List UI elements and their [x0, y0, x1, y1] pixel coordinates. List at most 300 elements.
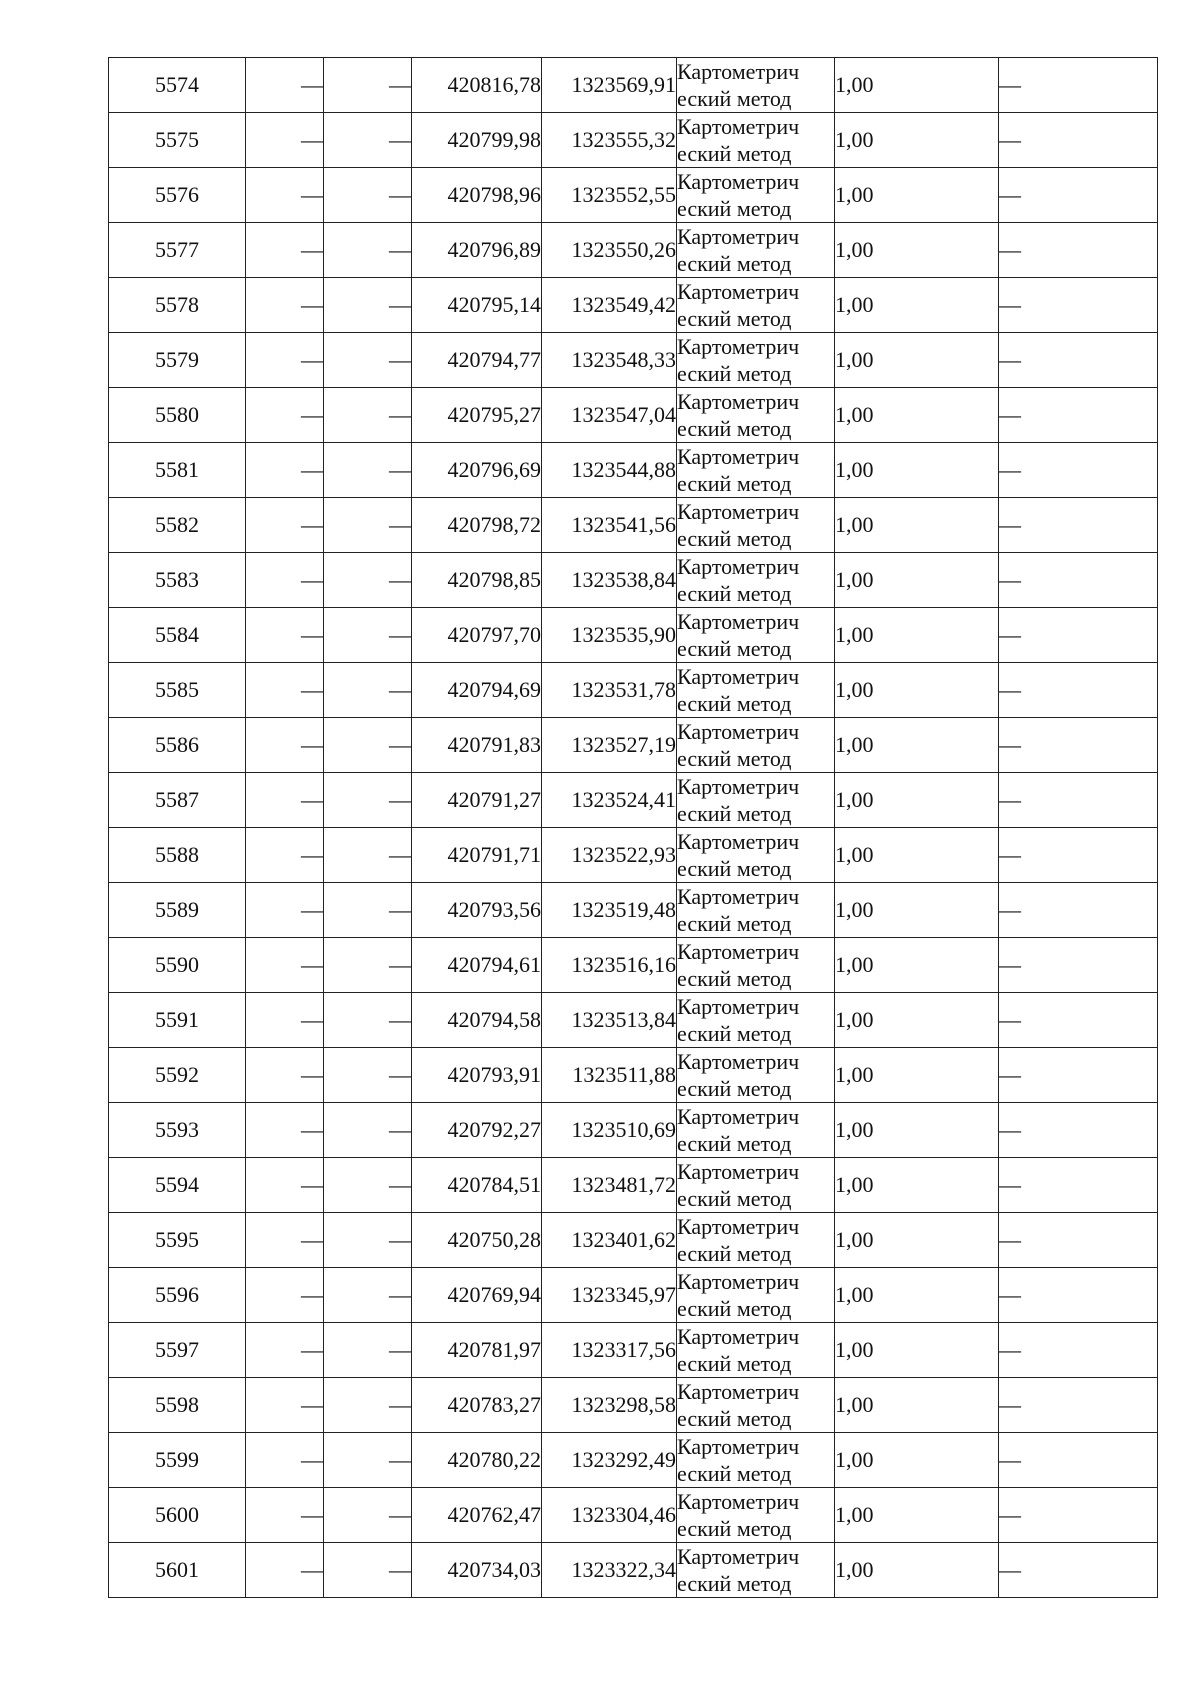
table-row: [109, 1543, 1158, 1598]
accuracy-cell-text: 1,00: [835, 347, 874, 372]
method-text-line-1: Картометрич: [677, 884, 800, 909]
method-text-line-2: еский метод: [677, 1021, 792, 1046]
y-coordinate-cell: [542, 1378, 677, 1433]
dash-cell: [999, 1158, 1158, 1213]
dash-cell-text: —: [301, 1172, 323, 1197]
method-text-line-2: еский метод: [677, 746, 792, 771]
dash-cell-text: —: [301, 1007, 323, 1032]
method-text-line-1: Картометрич: [677, 1324, 800, 1349]
y-coordinate-cell: [542, 1213, 677, 1268]
x-coordinate-cell-text: 420783,27: [447, 1392, 541, 1417]
table-body: [109, 58, 1158, 1598]
dash-cell: [324, 1268, 412, 1323]
dash-cell: [324, 498, 412, 553]
y-coordinate-cell: [542, 1048, 677, 1103]
dash-cell-text: —: [389, 732, 411, 757]
y-coordinate-cell-text: 1323304,46: [571, 1502, 676, 1527]
method-text-line-2: еский метод: [677, 691, 792, 716]
point-number-cell-text: 5594: [155, 1172, 199, 1197]
dash-cell-text: —: [389, 1557, 411, 1582]
x-coordinate-cell-text: 420769,94: [447, 1282, 541, 1307]
table-row: [109, 663, 1158, 718]
y-coordinate-cell: [542, 388, 677, 443]
accuracy-cell: [835, 718, 999, 773]
table-row: [109, 443, 1158, 498]
method-cell: [677, 1213, 835, 1268]
dash-cell-text: —: [389, 1282, 411, 1307]
accuracy-cell-text: 1,00: [835, 677, 874, 702]
dash-cell-text: —: [389, 622, 411, 647]
method-cell: [677, 1323, 835, 1378]
method-text-line-2: еский метод: [677, 196, 792, 221]
dash-cell-text: —: [301, 512, 323, 537]
dash-cell: [246, 388, 324, 443]
dash-cell-text: —: [389, 952, 411, 977]
x-coordinate-cell-text: 420795,14: [447, 292, 541, 317]
method-cell: [677, 883, 835, 938]
method-text-line-1: Картометрич: [677, 1104, 800, 1129]
dash-cell-text: —: [389, 292, 411, 317]
dash-cell: [246, 1433, 324, 1488]
point-number-cell-text: 5581: [155, 457, 199, 482]
dash-cell: [246, 58, 324, 113]
method-cell: [677, 553, 835, 608]
x-coordinate-cell-text: 420798,72: [447, 512, 541, 537]
method-cell: [677, 773, 835, 828]
point-number-cell-text: 5598: [155, 1392, 199, 1417]
dash-cell-text: —: [999, 1172, 1021, 1197]
dash-cell-text: —: [999, 1557, 1021, 1582]
method-text-line-1: Картометрич: [677, 499, 800, 524]
method-text-line-2: еский метод: [677, 1186, 792, 1211]
dash-cell-text: —: [301, 402, 323, 427]
y-coordinate-cell: [542, 1543, 677, 1598]
x-coordinate-cell-text: 420799,98: [447, 127, 541, 152]
dash-cell: [324, 993, 412, 1048]
method-cell: [677, 498, 835, 553]
dash-cell: [999, 223, 1158, 278]
dash-cell-text: —: [389, 1007, 411, 1032]
dash-cell: [324, 333, 412, 388]
method-text-line-2: еский метод: [677, 1461, 792, 1486]
point-number-cell: [109, 1268, 246, 1323]
table-row: [109, 718, 1158, 773]
dash-cell-text: —: [999, 1227, 1021, 1252]
dash-cell-text: —: [301, 347, 323, 372]
method-text-line-2: еский метод: [677, 1351, 792, 1376]
x-coordinate-cell-text: 420791,27: [447, 787, 541, 812]
point-number-cell-text: 5589: [155, 897, 199, 922]
accuracy-cell: [835, 223, 999, 278]
y-coordinate-cell: [542, 333, 677, 388]
dash-cell-text: —: [389, 72, 411, 97]
dash-cell-text: —: [999, 622, 1021, 647]
x-coordinate-cell: [412, 223, 542, 278]
dash-cell: [324, 938, 412, 993]
dash-cell: [324, 388, 412, 443]
dash-cell: [246, 1048, 324, 1103]
document-page: [108, 57, 1157, 1598]
method-cell: [677, 663, 835, 718]
dash-cell: [324, 1048, 412, 1103]
point-number-cell-text: 5588: [155, 842, 199, 867]
dash-cell: [999, 883, 1158, 938]
y-coordinate-cell: [542, 1488, 677, 1543]
coordinates-table: [108, 57, 1158, 1598]
y-coordinate-cell-text: 1323549,42: [571, 292, 676, 317]
dash-cell: [324, 1543, 412, 1598]
table-row: [109, 1433, 1158, 1488]
method-cell: [677, 1268, 835, 1323]
dash-cell-text: —: [301, 72, 323, 97]
y-coordinate-cell-text: 1323524,41: [571, 787, 676, 812]
accuracy-cell-text: 1,00: [835, 292, 874, 317]
accuracy-cell: [835, 1103, 999, 1158]
x-coordinate-cell: [412, 993, 542, 1048]
method-text-line-2: еский метод: [677, 581, 792, 606]
dash-cell-text: —: [999, 72, 1021, 97]
dash-cell: [246, 1543, 324, 1598]
x-coordinate-cell: [412, 718, 542, 773]
dash-cell: [246, 938, 324, 993]
x-coordinate-cell: [412, 113, 542, 168]
method-text-line-2: еский метод: [677, 1296, 792, 1321]
x-coordinate-cell: [412, 608, 542, 663]
accuracy-cell: [835, 333, 999, 388]
method-text-line-2: еский метод: [677, 856, 792, 881]
y-coordinate-cell-text: 1323552,55: [571, 182, 676, 207]
x-coordinate-cell-text: 420794,58: [447, 1007, 541, 1032]
accuracy-cell-text: 1,00: [835, 1172, 874, 1197]
dash-cell: [999, 608, 1158, 663]
dash-cell: [246, 1268, 324, 1323]
y-coordinate-cell-text: 1323511,88: [572, 1062, 676, 1087]
accuracy-cell-text: 1,00: [835, 732, 874, 757]
dash-cell: [246, 1323, 324, 1378]
y-coordinate-cell: [542, 938, 677, 993]
dash-cell-text: —: [301, 292, 323, 317]
point-number-cell: [109, 553, 246, 608]
dash-cell: [999, 828, 1158, 883]
dash-cell-text: —: [301, 952, 323, 977]
point-number-cell: [109, 663, 246, 718]
dash-cell-text: —: [301, 732, 323, 757]
y-coordinate-cell: [542, 828, 677, 883]
method-text-line-1: Картометрич: [677, 1544, 800, 1569]
point-number-cell-text: 5575: [155, 127, 199, 152]
dash-cell: [324, 443, 412, 498]
dash-cell: [999, 993, 1158, 1048]
method-text-line-1: Картометрич: [677, 114, 800, 139]
dash-cell: [324, 553, 412, 608]
dash-cell-text: —: [301, 1557, 323, 1582]
method-cell: [677, 333, 835, 388]
point-number-cell-text: 5580: [155, 402, 199, 427]
dash-cell: [324, 1103, 412, 1158]
x-coordinate-cell: [412, 58, 542, 113]
table-row: [109, 58, 1158, 113]
table-row: [109, 1158, 1158, 1213]
x-coordinate-cell-text: 420791,71: [447, 842, 541, 867]
dash-cell-text: —: [301, 1447, 323, 1472]
y-coordinate-cell-text: 1323516,16: [571, 952, 676, 977]
dash-cell-text: —: [389, 1447, 411, 1472]
point-number-cell: [109, 388, 246, 443]
dash-cell-text: —: [389, 1337, 411, 1362]
x-coordinate-cell: [412, 498, 542, 553]
point-number-cell: [109, 608, 246, 663]
dash-cell: [324, 718, 412, 773]
x-coordinate-cell-text: 420793,56: [447, 897, 541, 922]
dash-cell-text: —: [301, 1282, 323, 1307]
point-number-cell: [109, 883, 246, 938]
accuracy-cell-text: 1,00: [835, 457, 874, 482]
point-number-cell: [109, 1213, 246, 1268]
dash-cell-text: —: [301, 1062, 323, 1087]
dash-cell-text: —: [999, 842, 1021, 867]
point-number-cell-text: 5593: [155, 1117, 199, 1142]
method-text-line-1: Картометрич: [677, 774, 800, 799]
dash-cell-text: —: [389, 787, 411, 812]
point-number-cell: [109, 993, 246, 1048]
method-text-line-1: Картометрич: [677, 939, 800, 964]
method-cell: [677, 278, 835, 333]
dash-cell: [324, 1213, 412, 1268]
point-number-cell: [109, 333, 246, 388]
point-number-cell: [109, 58, 246, 113]
dash-cell: [999, 718, 1158, 773]
dash-cell-text: —: [999, 787, 1021, 812]
accuracy-cell-text: 1,00: [835, 897, 874, 922]
x-coordinate-cell-text: 420816,78: [447, 72, 541, 97]
method-cell: [677, 1488, 835, 1543]
point-number-cell-text: 5587: [155, 787, 199, 812]
table-row: [109, 113, 1158, 168]
dash-cell-text: —: [301, 1502, 323, 1527]
dash-cell-text: —: [301, 677, 323, 702]
y-coordinate-cell-text: 1323555,32: [571, 127, 676, 152]
dash-cell-text: —: [389, 567, 411, 592]
y-coordinate-cell: [542, 1268, 677, 1323]
point-number-cell-text: 5592: [155, 1062, 199, 1087]
method-cell: [677, 993, 835, 1048]
point-number-cell: [109, 1488, 246, 1543]
method-text-line-2: еский метод: [677, 636, 792, 661]
method-text-line-2: еский метод: [677, 306, 792, 331]
dash-cell-text: —: [389, 842, 411, 867]
dash-cell: [246, 443, 324, 498]
method-cell: [677, 1543, 835, 1598]
dash-cell: [999, 1543, 1158, 1598]
y-coordinate-cell: [542, 498, 677, 553]
x-coordinate-cell-text: 420794,69: [447, 677, 541, 702]
dash-cell-text: —: [999, 512, 1021, 537]
method-text-line-2: еский метод: [677, 911, 792, 936]
dash-cell: [246, 1103, 324, 1158]
method-text-line-1: Картометрич: [677, 59, 800, 84]
dash-cell-text: —: [389, 1392, 411, 1417]
dash-cell-text: —: [999, 952, 1021, 977]
method-cell: [677, 113, 835, 168]
accuracy-cell: [835, 993, 999, 1048]
accuracy-cell: [835, 278, 999, 333]
y-coordinate-cell: [542, 773, 677, 828]
dash-cell: [246, 278, 324, 333]
x-coordinate-cell: [412, 333, 542, 388]
x-coordinate-cell: [412, 828, 542, 883]
dash-cell-text: —: [389, 677, 411, 702]
x-coordinate-cell-text: 420795,27: [447, 402, 541, 427]
dash-cell: [246, 1213, 324, 1268]
dash-cell: [999, 58, 1158, 113]
dash-cell: [999, 553, 1158, 608]
point-number-cell: [109, 718, 246, 773]
method-text-line-1: Картометрич: [677, 719, 800, 744]
dash-cell: [246, 223, 324, 278]
dash-cell: [324, 113, 412, 168]
method-text-line-2: еский метод: [677, 471, 792, 496]
point-number-cell: [109, 1433, 246, 1488]
point-number-cell: [109, 828, 246, 883]
table-row: [109, 333, 1158, 388]
method-text-line-2: еский метод: [677, 141, 792, 166]
x-coordinate-cell-text: 420734,03: [447, 1557, 541, 1582]
method-cell: [677, 1433, 835, 1488]
x-coordinate-cell-text: 420798,96: [447, 182, 541, 207]
method-text-line-1: Картометрич: [677, 1214, 800, 1239]
dash-cell-text: —: [389, 127, 411, 152]
x-coordinate-cell-text: 420796,69: [447, 457, 541, 482]
dash-cell: [246, 333, 324, 388]
method-cell: [677, 443, 835, 498]
method-cell: [677, 58, 835, 113]
accuracy-cell: [835, 1213, 999, 1268]
accuracy-cell: [835, 608, 999, 663]
dash-cell: [999, 1048, 1158, 1103]
x-coordinate-cell: [412, 938, 542, 993]
table-row: [109, 498, 1158, 553]
y-coordinate-cell: [542, 1433, 677, 1488]
method-text-line-1: Картометрич: [677, 169, 800, 194]
y-coordinate-cell-text: 1323481,72: [571, 1172, 676, 1197]
y-coordinate-cell: [542, 168, 677, 223]
dash-cell-text: —: [999, 457, 1021, 482]
dash-cell: [324, 1433, 412, 1488]
dash-cell-text: —: [389, 402, 411, 427]
table-row: [109, 1268, 1158, 1323]
x-coordinate-cell: [412, 1048, 542, 1103]
dash-cell-text: —: [301, 457, 323, 482]
dash-cell-text: —: [999, 1337, 1021, 1362]
dash-cell-text: —: [999, 1282, 1021, 1307]
y-coordinate-cell-text: 1323531,78: [571, 677, 676, 702]
x-coordinate-cell: [412, 1323, 542, 1378]
method-text-line-1: Картометрич: [677, 1434, 800, 1459]
dash-cell: [246, 828, 324, 883]
accuracy-cell-text: 1,00: [835, 237, 874, 262]
accuracy-cell: [835, 443, 999, 498]
dash-cell-text: —: [389, 347, 411, 372]
method-cell: [677, 1103, 835, 1158]
accuracy-cell-text: 1,00: [835, 1502, 874, 1527]
dash-cell: [246, 993, 324, 1048]
method-cell: [677, 828, 835, 883]
point-number-cell-text: 5577: [155, 237, 199, 262]
dash-cell-text: —: [999, 1062, 1021, 1087]
method-text-line-1: Картометрич: [677, 554, 800, 579]
table-row: [109, 1378, 1158, 1433]
table-row: [109, 1048, 1158, 1103]
dash-cell-text: —: [999, 677, 1021, 702]
dash-cell: [999, 773, 1158, 828]
x-coordinate-cell: [412, 773, 542, 828]
x-coordinate-cell-text: 420794,77: [447, 347, 541, 372]
method-cell: [677, 718, 835, 773]
dash-cell: [324, 223, 412, 278]
x-coordinate-cell-text: 420792,27: [447, 1117, 541, 1142]
dash-cell-text: —: [301, 1227, 323, 1252]
point-number-cell: [109, 938, 246, 993]
table-row: [109, 828, 1158, 883]
y-coordinate-cell: [542, 883, 677, 938]
point-number-cell: [109, 223, 246, 278]
x-coordinate-cell-text: 420780,22: [447, 1447, 541, 1472]
accuracy-cell: [835, 388, 999, 443]
accuracy-cell-text: 1,00: [835, 1282, 874, 1307]
dash-cell: [324, 828, 412, 883]
y-coordinate-cell-text: 1323513,84: [571, 1007, 676, 1032]
method-text-line-1: Картометрич: [677, 829, 800, 854]
dash-cell: [999, 1378, 1158, 1433]
x-coordinate-cell: [412, 1268, 542, 1323]
point-number-cell-text: 5579: [155, 347, 199, 372]
method-text-line-1: Картометрич: [677, 1379, 800, 1404]
y-coordinate-cell: [542, 663, 677, 718]
dash-cell: [324, 1158, 412, 1213]
dash-cell-text: —: [301, 1392, 323, 1417]
accuracy-cell-text: 1,00: [835, 842, 874, 867]
x-coordinate-cell: [412, 663, 542, 718]
dash-cell-text: —: [999, 1117, 1021, 1142]
x-coordinate-cell: [412, 883, 542, 938]
table-row: [109, 1488, 1158, 1543]
accuracy-cell-text: 1,00: [835, 512, 874, 537]
x-coordinate-cell-text: 420793,91: [447, 1062, 541, 1087]
dash-cell: [999, 1103, 1158, 1158]
x-coordinate-cell-text: 420762,47: [447, 1502, 541, 1527]
table-row: [109, 773, 1158, 828]
dash-cell-text: —: [389, 512, 411, 537]
point-number-cell-text: 5583: [155, 567, 199, 592]
dash-cell-text: —: [389, 897, 411, 922]
dash-cell: [324, 58, 412, 113]
point-number-cell: [109, 168, 246, 223]
dash-cell: [999, 443, 1158, 498]
y-coordinate-cell-text: 1323569,91: [571, 72, 676, 97]
y-coordinate-cell-text: 1323519,48: [571, 897, 676, 922]
point-number-cell: [109, 1543, 246, 1598]
point-number-cell-text: 5590: [155, 952, 199, 977]
dash-cell-text: —: [301, 897, 323, 922]
dash-cell-text: —: [999, 1392, 1021, 1417]
table-row: [109, 1323, 1158, 1378]
dash-cell-text: —: [999, 347, 1021, 372]
table-row: [109, 168, 1158, 223]
method-cell: [677, 1158, 835, 1213]
table-row: [109, 1103, 1158, 1158]
dash-cell-text: —: [389, 1502, 411, 1527]
method-text-line-1: Картометрич: [677, 334, 800, 359]
